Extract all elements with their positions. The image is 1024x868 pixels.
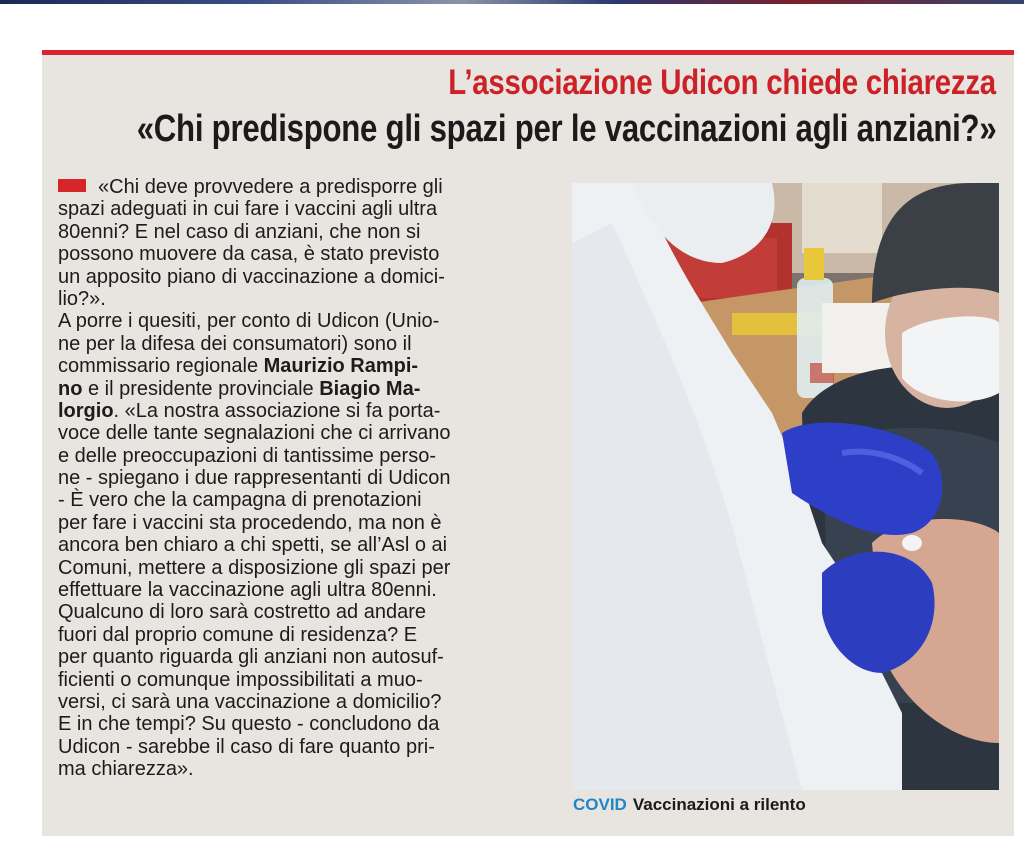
body-text-run: fuori dal proprio comune di residenza? E	[58, 623, 418, 646]
article-body	[58, 176, 538, 781]
body-line	[58, 624, 538, 646]
body-text-run: possono muovere da casa, è stato previsto	[58, 243, 440, 266]
body-text-run: ne - spiegano i due rappresentanti di Udicon	[58, 467, 451, 490]
body-line	[58, 310, 538, 332]
body-text-run: ma chiarezza».	[58, 758, 194, 781]
body-line	[58, 512, 538, 534]
body-line	[58, 355, 538, 377]
body-text-run: per quanto riguarda gli anziani non autosuf-	[58, 646, 444, 669]
body-line	[58, 422, 538, 444]
body-text-run: 80enni? E nel caso di anziani, che non si	[58, 220, 421, 243]
body-line	[58, 489, 538, 511]
body-text-run: spazi adeguati in cui fare i vaccini agli ultra	[58, 198, 438, 221]
body-line	[58, 467, 538, 489]
article-photo	[572, 183, 999, 790]
body-line	[58, 243, 538, 265]
body-line	[58, 669, 538, 691]
body-text-run: commissario regionale	[58, 355, 264, 378]
body-line	[58, 736, 538, 758]
article-box	[42, 50, 1014, 836]
body-line	[58, 713, 538, 735]
body-text-run: un apposito piano di vaccinazione a domici-	[58, 265, 445, 288]
body-line	[58, 691, 538, 713]
body-line	[58, 646, 538, 668]
body-text-run: ancora ben chiaro a chi spetti, se all’Asl o ai	[58, 534, 448, 557]
body-text-run: e delle preoccupazioni di tantissime perso-	[58, 444, 436, 467]
body-line	[58, 333, 538, 355]
page-top-strip	[0, 0, 1024, 4]
body-text-run: - È vero che la campagna di prenotazioni	[58, 489, 422, 512]
body-line	[58, 198, 538, 220]
body-text-run: lio?».	[58, 287, 106, 310]
body-line	[58, 579, 538, 601]
body-line	[58, 221, 538, 243]
body-bold-name: no	[58, 377, 83, 400]
body-line	[58, 378, 538, 400]
body-text-run: voce delle tante segnalazioni che ci arrivano	[58, 422, 451, 445]
body-text-run: ne per la difesa dei consumatori) sono il	[58, 332, 412, 355]
body-line	[58, 534, 538, 556]
body-line	[58, 557, 538, 579]
body-line	[58, 601, 538, 623]
body-text-run: ficienti o comunque impossibilitati a muo-	[58, 668, 423, 691]
body-text-run: Udicon - sarebbe il caso di fare quanto pri-	[58, 735, 435, 758]
body-text-run: . «La nostra associazione si fa porta-	[113, 399, 441, 422]
body-bold-name: lorgio	[58, 399, 114, 422]
body-line	[58, 758, 538, 780]
body-bold-name: Maurizio Rampi-	[263, 355, 419, 378]
body-line	[58, 288, 538, 310]
photo-caption	[573, 795, 806, 815]
article-headline: «Chi predispone gli spazi per le vaccinazioni agli anziani?»	[136, 108, 996, 150]
caption-tag: COVID	[573, 795, 627, 814]
body-text-run: E in che tempi? Su questo - concludono da	[58, 713, 440, 736]
body-text-run: per fare i vaccini sta procedendo, ma non è	[58, 511, 442, 534]
article-kicker: L’associazione Udicon chiede chiarezza	[448, 63, 996, 102]
body-text-run: A porre i quesiti, per conto di Udicon (Unio-	[58, 310, 440, 333]
body-line	[58, 400, 538, 422]
body-bold-name: Biagio Ma-	[319, 377, 421, 400]
body-text-run: e il presidente provinciale	[82, 377, 320, 400]
body-text-run: Qualcuno di loro sarà costretto ad andare	[58, 601, 426, 624]
body-line	[58, 176, 538, 198]
body-text-run: Comuni, mettere a disposizione gli spazi per	[58, 556, 451, 579]
body-text-run: versi, ci sarà una vaccinazione a domicilio?	[58, 690, 442, 713]
caption-text: Vaccinazioni a rilento	[632, 795, 806, 814]
body-text-run: effettuare la vaccinazione agli ultra 80enni.	[58, 579, 437, 602]
body-line	[58, 266, 538, 288]
section-bullet	[58, 179, 86, 192]
body-text-run: «Chi deve provvedere a predisporre gli	[98, 176, 443, 198]
body-line	[58, 445, 538, 467]
